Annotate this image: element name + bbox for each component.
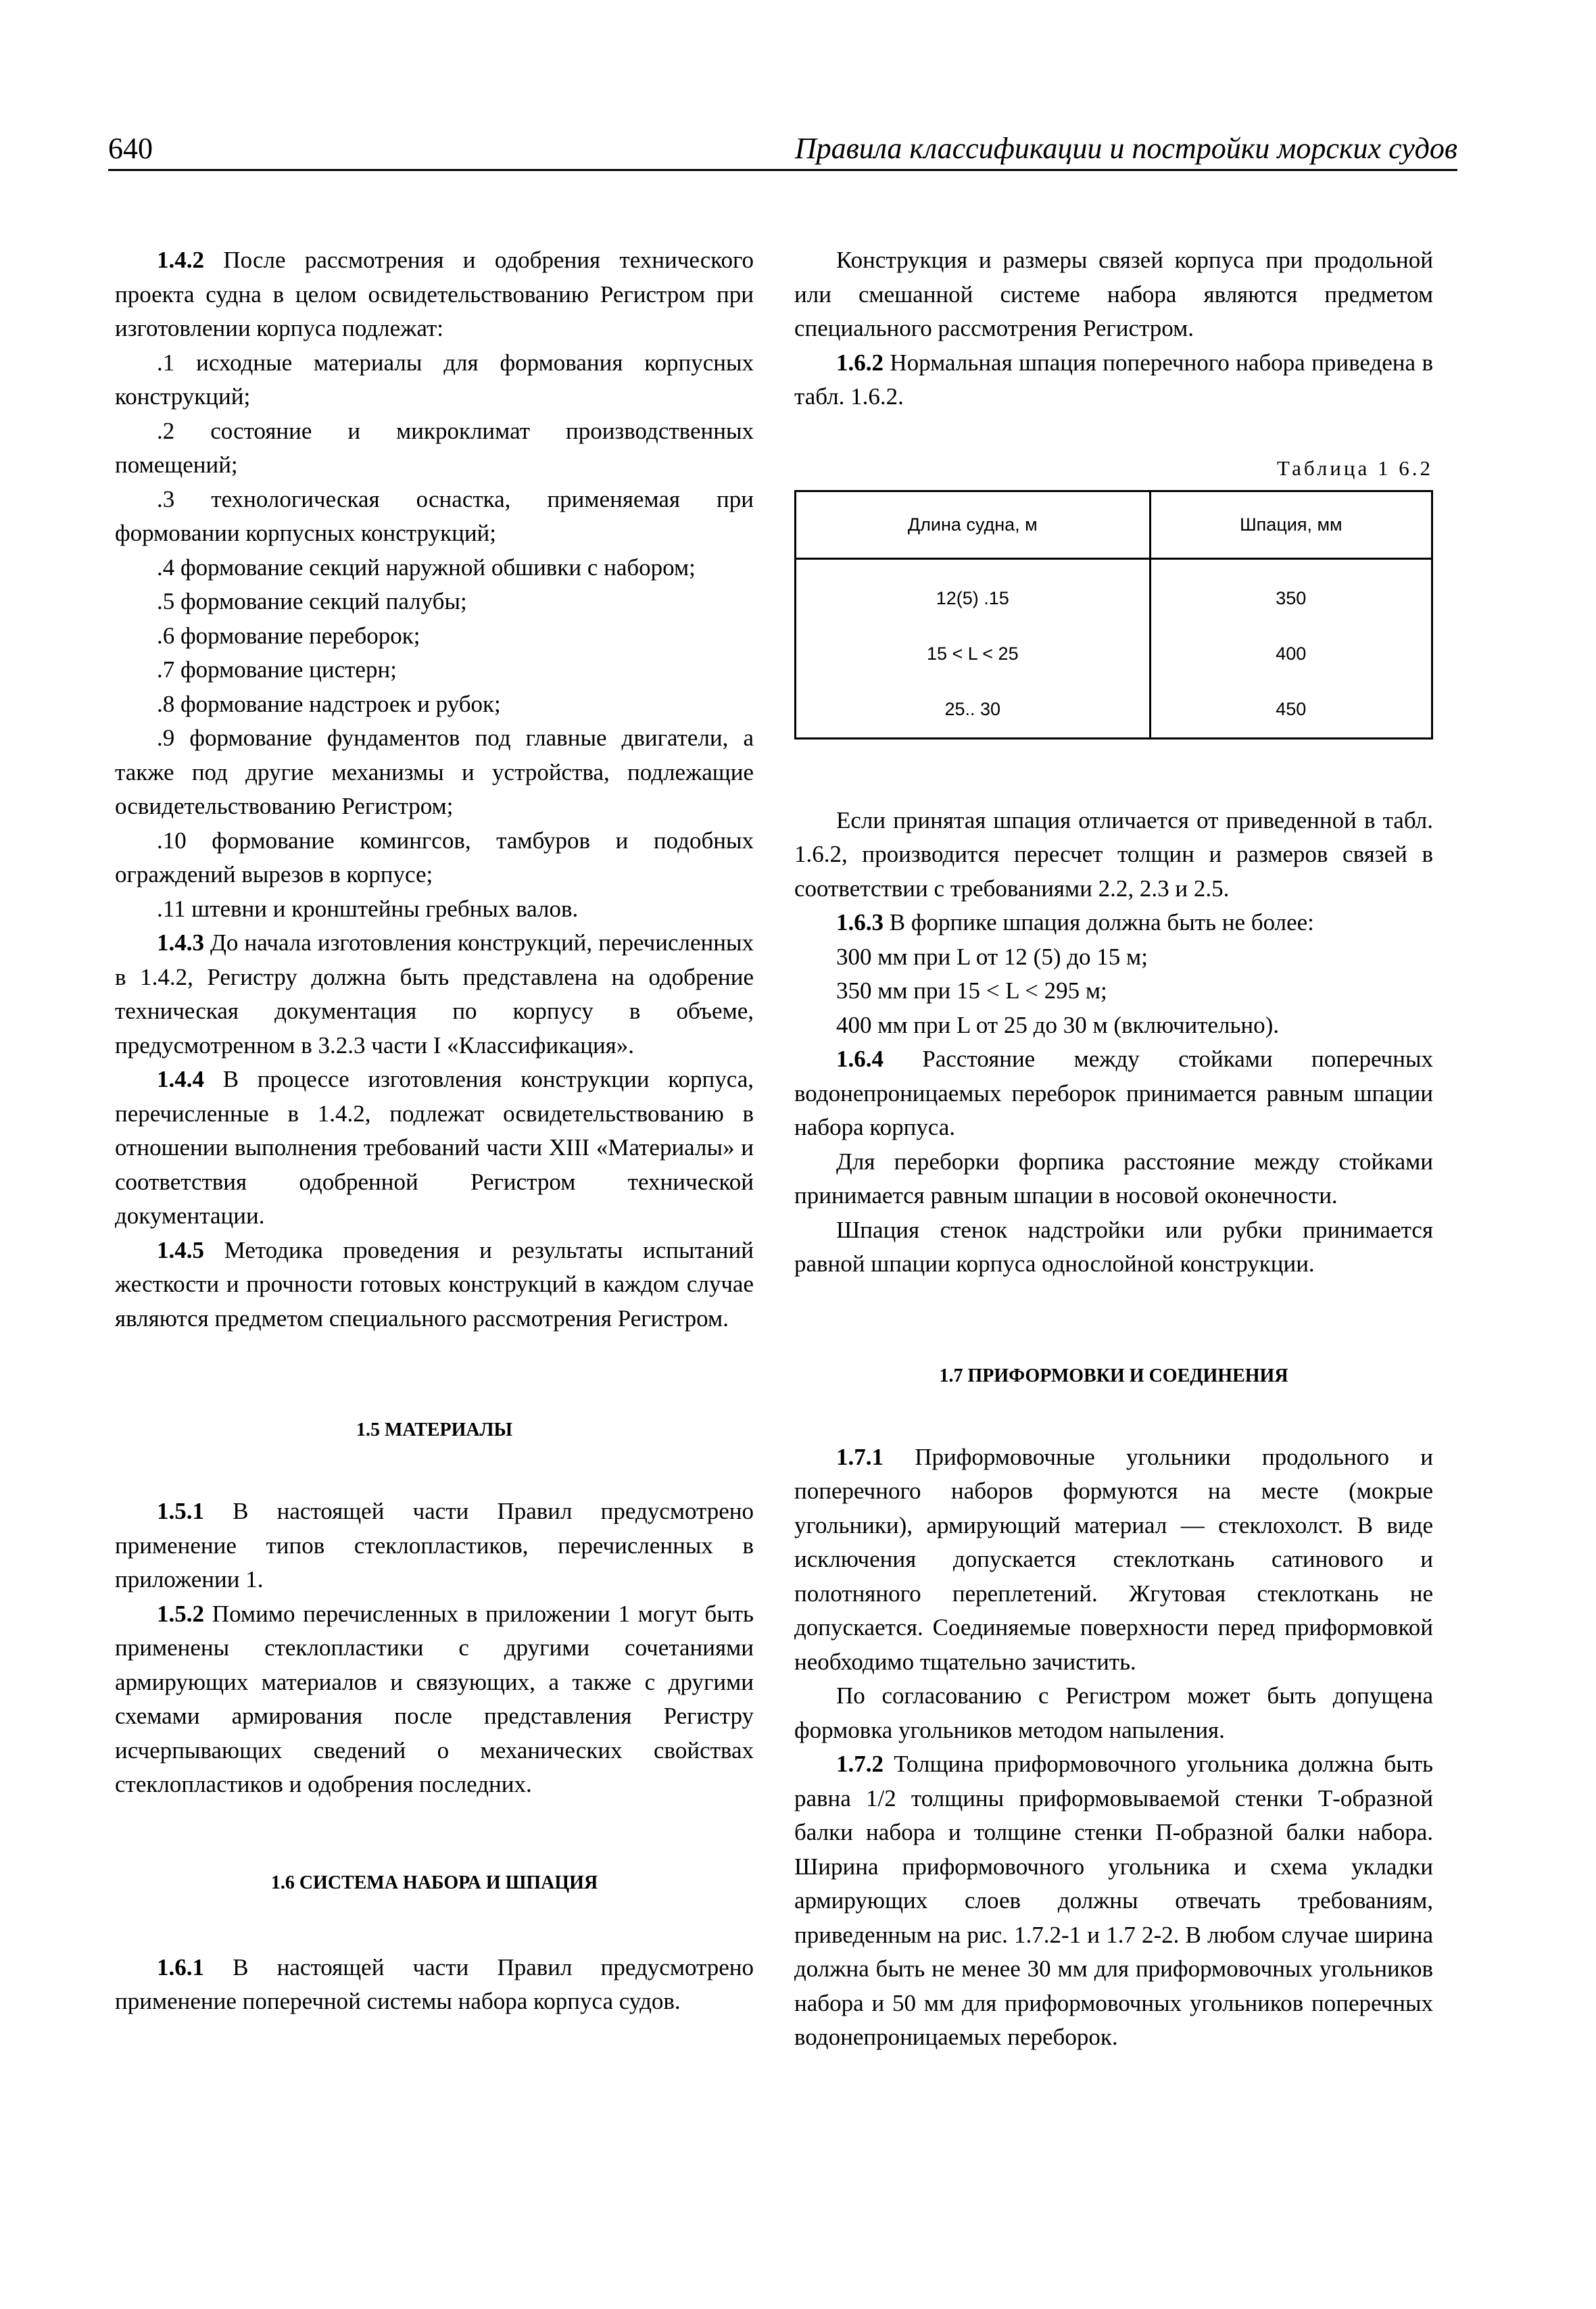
paragraph-1-7-2: 1.7.2 Толщина приформовочного угольника должна быть равна 1/2 толщины приформовываемой стенки Т-образной балки набора и толщине стенки П-образной балки набора. Ширина приформовочного угольника и схема укладки армирующих слоев должны отвечать требованиям, приведенным на рис. 1.7.2-1 и 1.7 2-2. В любом случае ширина должна быть не менее 30 мм для приформовочных угольников набора и 50 мм для приформовочных угольников поперечных водонепроницаемых переборок. [794, 1751, 1433, 2050]
table-cell: 450 [1150, 682, 1432, 739]
paragraph-1-5-1: 1.5.1 В настоящей части Правил предусмотрено применение типов стеклопластиков, перечисленных в приложении 1. [115, 1498, 754, 1593]
list-item: .5 формование секций палубы; [157, 588, 467, 614]
table-cell: 15 < L < 25 [796, 627, 1151, 682]
paragraph-1-6-1-continued: Конструкция и размеры связей корпуса при продольной или смешанной системе набора являются предметом специального рассмотрения Регистром. [794, 247, 1433, 341]
paragraph-1-4-4: 1.4.4 В процессе изготовления конструкции корпуса, перечисленные в 1.4.2, подлежат освидетельствованию в отношении выполнения требований части XIII «Материалы» и соответствия одобренной Регистром технической документации. [115, 1066, 754, 1229]
table-row [796, 627, 1432, 682]
table-row [796, 558, 1432, 627]
section-heading-1-5: 1.5 МАТЕРИАЛЫ [356, 1419, 512, 1440]
table-cell: 400 [1150, 627, 1432, 682]
list-item: .10 формование комингсов, тамбуров и подобных ограждений вырезов в корпусе; [115, 827, 754, 888]
table-caption: Таблица 1 6.2 [1276, 456, 1433, 480]
table-header-row [796, 491, 1432, 558]
list-item: .11 штевни и кронштейны гребных валов. [157, 895, 579, 922]
paragraph-1-4-3: 1.4.3 До начала изготовления конструкций, перечисленных в 1.4.2, Регистру должна быть представлена на одобрение техническая документация по корпусу в объеме, предусмотренном в 3.2.3 части I «Классификация». [115, 929, 754, 1059]
table-cell: 350 [1150, 558, 1432, 627]
table-row [796, 682, 1432, 739]
spacing-table [794, 490, 1433, 739]
paragraph-1-6-2-after-table: Если принятая шпация отличается от приведенной в табл. 1.6.2, производится пересчет толщин и размеров связей в соответствии с требованиями 2.2, 2.3 и 2.5. [794, 806, 1433, 902]
left-column [115, 243, 754, 2019]
section-heading-1-6: 1.6 СИСТЕМА НАБОРА И ШПАЦИЯ [270, 1872, 598, 1893]
paragraph-1-4-2: 1.4.2 После рассмотрения и одобрения технического проекта судна в целом освидетельствованию Регистром при изготовлении корпуса подлежат: [115, 247, 754, 341]
paragraph-1-6-4-b: Для переборки форпика расстояние между стойками принимается равным шпации в носовой оконечности. [794, 1148, 1433, 1209]
paragraph-1-4-5: 1.4.5 Методика проведения и результаты испытаний жесткости и прочности готовых конструкций в каждом случае являются предметом специального рассмотрения Регистром. [115, 1236, 754, 1332]
list-item: .1 исходные материалы для формования корпусных конструкций; [115, 349, 754, 410]
list-item: .2 состояние и микроклимат производственных помещений; [115, 417, 754, 478]
table-header-cell: Длина судна, м [796, 491, 1151, 558]
list-item: .6 формование переборок; [157, 622, 420, 649]
list-item: .4 формование секций наружной обшивки с набором; [157, 554, 696, 581]
list-item: .7 формование цистерн; [157, 656, 397, 683]
list-item: 350 мм при 15 < L < 295 м; [836, 977, 1107, 1004]
table-cell: 25.. 30 [796, 682, 1151, 739]
header-rule [108, 169, 1457, 171]
paragraph-1-5-2: 1.5.2 Помимо перечисленных в приложении 1 могут быть применены стеклопластики с другими сочетаниями армирующих материалов и связующих, а также с другими схемами армирования после представления Регистру исчерпывающих сведений о механических свойствах стеклопластиков и одобрения последних. [115, 1600, 754, 1797]
page-number: 640 [108, 132, 153, 165]
list-item: .8 формование надстроек и рубок; [157, 690, 501, 717]
table-cell: 12(5) .15 [796, 558, 1151, 627]
right-column [794, 243, 1433, 2055]
list-item: 400 мм при L от 25 до 30 м (включительно). [836, 1011, 1280, 1038]
list-item: .9 формование фундаментов под главные двигатели, а также под другие механизмы и устройства, подлежащие освидетельствованию Регистром; [115, 725, 754, 819]
section-heading-1-7: 1.7 ПРИФОРМОВКИ И СОЕДИНЕНИЯ [939, 1365, 1288, 1386]
list-item: .3 технологическая оснастка, применяемая при формовании корпусных конструкций; [115, 485, 754, 546]
table-header-cell: Шпация, мм [1150, 491, 1432, 558]
paragraph-1-7-1: 1.7.1 Приформовочные угольники продольного и поперечного наборов формуются на месте (мокрые угольники), армирующий материал — стеклохолст. В виде исключения допускается стеклоткань сатинового и полотняного переплетений. Жгутовая стеклоткань не допускается. Соединяемые поверхности перед приформовкой необходимо тщательно зачистить. [794, 1443, 1433, 1675]
running-title: Правила классификации и постройки морских судов [794, 132, 1457, 165]
paragraph-1-6-2: 1.6.2 Нормальная шпация поперечного набора приведена в табл. 1.6.2. [794, 349, 1433, 410]
paragraph-1-7-1-b: По согласованию с Регистром может быть допущена формовка угольников методом напыления. [794, 1682, 1433, 1743]
paragraph-1-6-1: 1.6.1 В настоящей части Правил предусмотрено применение поперечной системы набора корпуса судов. [115, 1953, 754, 2014]
paragraph-1-6-4: 1.6.4 Расстояние между стойками поперечных водонепроницаемых переборок принимается равным шпации набора корпуса. [794, 1046, 1433, 1140]
paragraph-1-6-4-c: Шпация стенок надстройки или рубки принимается равной шпации корпуса однослойной конструкции. [794, 1216, 1433, 1277]
paragraph-1-6-3: 1.6.3 В форпике шпация должна быть не более: [836, 909, 1314, 935]
list-item: 300 мм при L от 12 (5) до 15 м; [836, 943, 1148, 970]
